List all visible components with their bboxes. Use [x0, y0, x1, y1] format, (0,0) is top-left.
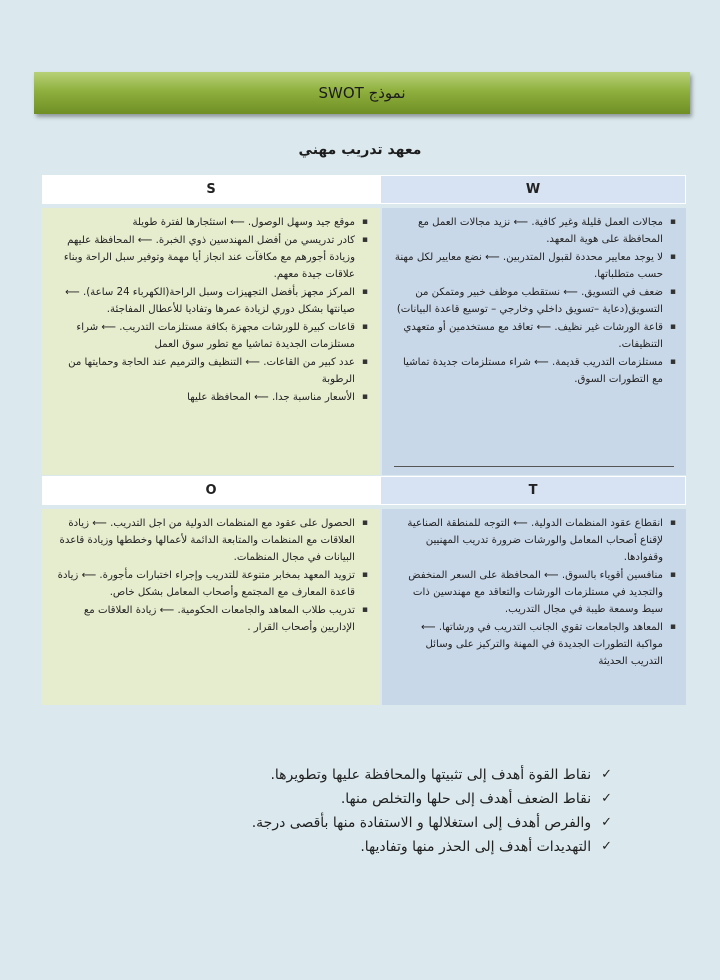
swot-header-o	[42, 476, 380, 505]
note-text: نقاط القوة أهدف إلى تثبيتها والمحافظة عليها وتطويرها.	[270, 767, 592, 783]
note-text: التهديدات أهدف إلى الحذر منها وتفاديها.	[360, 839, 592, 855]
w-list	[394, 214, 676, 388]
t-item: ▪ المعاهد والجامعات تقوي الجانب التدريب في ورشاتها. ⟵ مواكبة التطورات الجديدة في المهنة والتركيز على وسائل التدريب الحديثة	[394, 619, 676, 670]
swot-cell-o	[42, 509, 380, 705]
swot-title-w: W	[525, 182, 541, 197]
swot-title-s: S	[206, 182, 216, 197]
o-list	[56, 515, 368, 636]
s-item: ▪ الأسعار مناسبة جدا. ⟵ المحافظة عليها	[56, 389, 368, 406]
swot-title-o: O	[205, 483, 217, 498]
check-icon: ✓	[601, 767, 612, 782]
s-item: ▪ عدد كبير من القاعات. ⟵ التنظيف والترميم عند الحاجة وحمايتها من الرطوبة	[56, 354, 368, 388]
swot-header-s	[42, 175, 380, 204]
check-icon: ✓	[601, 839, 612, 854]
check-icon: ✓	[601, 791, 612, 806]
note-row	[92, 763, 612, 787]
title-banner	[34, 72, 690, 114]
w-separator	[394, 466, 674, 467]
notes-list	[92, 763, 612, 859]
check-icon: ✓	[601, 815, 612, 830]
t-item: ▪ انقطاع عقود المنظمات الدولية. ⟵ التوجه للمنطقة الصناعية لإقناع أصحاب المعامل والورشات ضرورة تدريب المهنيين وقفوادها.	[394, 515, 676, 566]
o-item: ▪ تزويد المعهد بمخابر متنوعة للتدريب وإجراء اختبارات مأجورة. ⟵ زيادة قاعدة المعارف مع المجتمع وأصحاب المعامل بشكل خاص.	[56, 567, 368, 601]
w-item: ▪ لا يوجد معايير محددة لقبول المتدربين. ⟵ نضع معايير لكل مهنة حسب متطلباتها.	[394, 249, 676, 283]
swot-grid	[42, 175, 686, 705]
note-row	[92, 787, 612, 811]
s-item: ▪ موقع جيد وسهل الوصول. ⟵ استئجارها لفترة طويلة	[56, 214, 368, 231]
page-subtitle: معهد تدريب مهني	[298, 142, 422, 158]
note-row	[92, 811, 612, 835]
w-item: ▪ ضعف في التسويق. ⟵ نستقطب موظف خبير ومتمكن من التسويق(دعاية –تسويق داخلي وخارجي – توسيع قاعدة البيانات)	[394, 284, 676, 318]
note-row	[92, 835, 612, 859]
o-item: ▪ تدريب طلاب المعاهد والجامعات الحكومية. ⟵ زيادة العلاقات مع الإداريين وأصحاب القرار .	[56, 602, 368, 636]
swot-header-w	[380, 175, 686, 204]
swot-header-t	[380, 476, 686, 505]
s-item: ▪ قاعات كبيرة للورشات مجهزة بكافة مستلزمات التدريب. ⟵ شراء مستلزمات الجديدة تماشيا مع تطور سوق العمل	[56, 319, 368, 353]
t-list	[394, 515, 676, 670]
s-item: ▪ كادر تدريسي من أفضل المهندسين ذوي الخبرة. ⟵ المحافظة عليهم وزيادة أجورهم مع مكافآت عند انجاز أيا مهمة وتوفير سبل الراحة وبناء علاقات جيدة معهم.	[56, 232, 368, 283]
w-item: ▪ مستلزمات التدريب قديمة. ⟵ شراء مستلزمات جديدة تماشيا مع التطورات السوق.	[394, 354, 676, 388]
o-item: ▪ الحصول على عقود مع المنظمات الدولية من اجل التدريب. ⟵ زيادة العلاقات مع المنظمات والمتابعة الدائمة لأعمالها وخططها وزيادة قاعدة البيانات في مجال المنظمات.	[56, 515, 368, 566]
swot-cell-s	[42, 208, 380, 475]
swot-cell-w	[382, 208, 686, 475]
w-item: ▪ قاعة الورشات غير نظيف. ⟵ تعاقد مع مستخدمين أو متعهدي التنظيفات.	[394, 319, 676, 353]
page-title: نموذج SWOT	[318, 84, 406, 102]
note-text: نقاط الضعف أهدف إلى حلها والتخلص منها.	[340, 791, 592, 807]
w-item: ▪ مجالات العمل قليلة وغير كافية. ⟵ نزيد مجالات العمل مع المحافظة على هوية المعهد.	[394, 214, 676, 248]
s-list	[56, 214, 368, 406]
s-item: ▪ المركز مجهز بأفضل التجهيزات وسبل الراحة(الكهرباء 24 ساعة). ⟵ صيانتها بشكل دوري لزيادة عمرها وتفاديا للأعطال المفاجئة.	[56, 284, 368, 318]
note-text: والفرص أهدف إلى استغلالها و الاستفادة منها بأقصى درجة.	[251, 815, 592, 831]
swot-cell-t	[382, 509, 686, 705]
swot-title-t: T	[528, 483, 538, 498]
t-item: ▪ منافسين أقوياء بالسوق. ⟵ المحافظة على السعر المنخفض والتجديد في مستلزمات الورشات والتعاقد مع مهندسين ذات سيط وسمعة طيبة في مجال التدريب.	[394, 567, 676, 618]
